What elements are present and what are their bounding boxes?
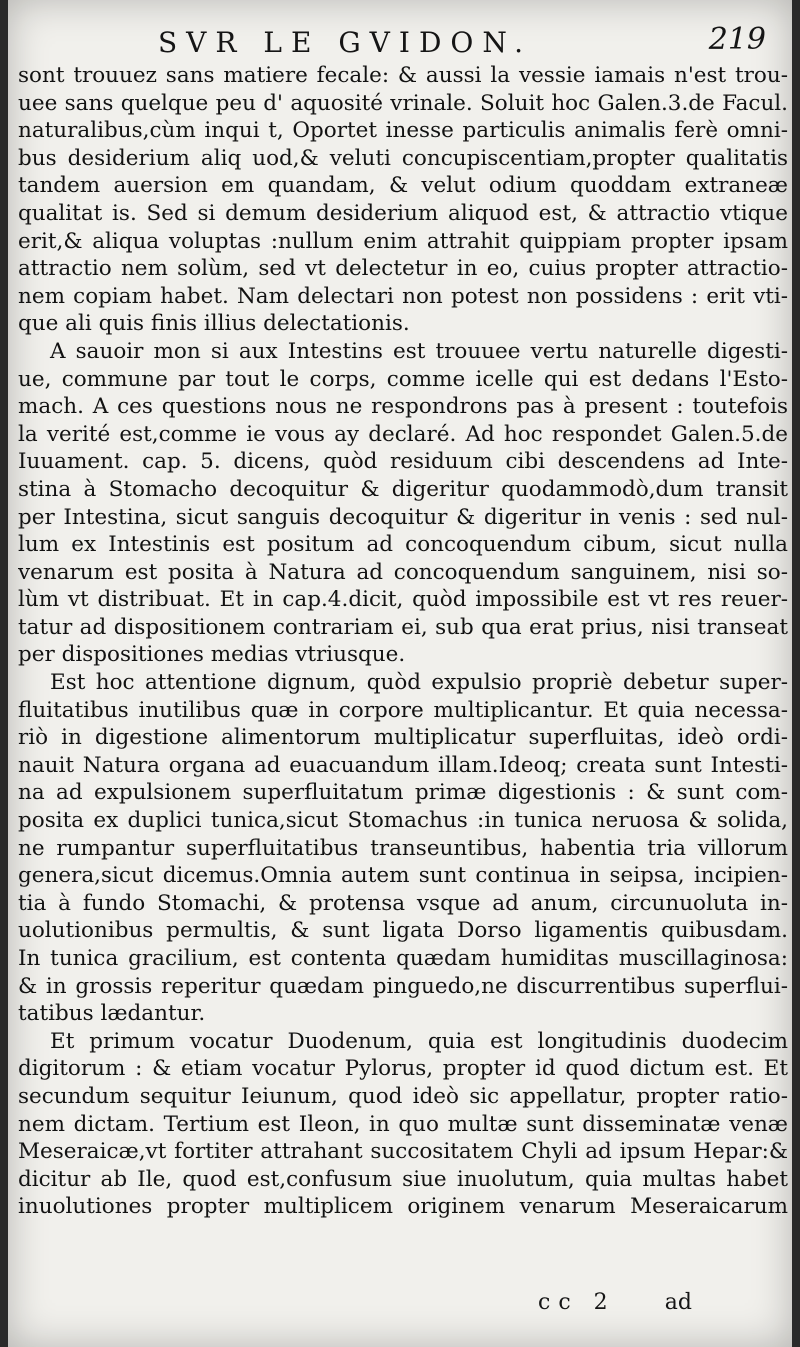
signature-mark: cc 2 [538,1290,616,1315]
text-line: & in grossis reperitur quædam pinguedo,ne discurrentibus superflui- [18,973,788,999]
text-line: nauit Natura organa ad euacuandum illam.Ideoq; creata sunt Intesti- [18,752,788,778]
page-number: 219 [708,22,766,57]
text-line: secundum sequitur Ieiunum, quod ideò sic appellatur, propter ratio- [18,1083,788,1109]
text-line: sont trouuez sans matiere fecale: & aussi la vessie iamais n'est trou- [18,63,788,88]
text-line: nem dictam. Tertium est Ileon, in quo multæ sunt disseminatæ venæ [18,1111,788,1137]
text-line: tatibus lædantur. [18,1001,206,1027]
text-line: na ad expulsionem superfluitatum primæ digestionis : & sunt com- [18,780,788,806]
text-line: dicitur ab Ile, quod est,confusum siue inuolutum, quia multas habet [18,1166,788,1192]
text-line: riò in digestione alimentorum multiplicatur superfluitas, ideò ordi- [18,725,788,751]
text-line: ne rumpantur superfluitatibus transeuntibus, habentia tria villorum [18,835,788,861]
text-line: In tunica gracilium, est contenta quædam humiditas muscillaginosa: [18,946,788,971]
catchword: ad [664,1290,692,1315]
text-line: uee sans quelque peu d' aquosité vrinale. Soluit hoc Galen.3.de Facul. [18,90,788,116]
page-header [8,22,792,62]
text-line: digitorum : & etiam vocatur Pylorus, propter id quod dictum est. Et [18,1056,788,1082]
text-block [18,62,788,1221]
text-line: uolutionibus permultis, & sunt ligata Dorso ligamentis quibusdam. [18,918,788,944]
text-line: tandem auersion em quandam, & velut odium quoddam extraneæ [18,173,788,199]
text-line: la verité est,comme ie vous ay declaré. Ad hoc respondet Galen.5.de [18,421,788,447]
text-line: Est hoc attentione dignum, quòd expulsio propriè debetur super- [50,670,788,696]
text-line: Et primum vocatur Duodenum, quia est longitudinis duodecim [50,1028,788,1054]
text-line: tatur ad dispositionem contrariam ei, sub qua erat prius, nisi transeat [18,614,788,640]
text-line: erit,& aliqua voluptas :nullum enim attrahit quippiam propter ipsam [18,228,788,254]
running-head: SVR LE GVIDON. [158,26,532,59]
text-line: ue, commune par tout le corps, comme icelle qui est dedans l'Esto- [18,366,788,392]
text-line: nem copiam habet. Nam delectari non potest non possidens : erit vti- [18,283,788,309]
text-line: mach. A ces questions nous ne respondrons pas à present : toutefois [18,394,788,420]
text-line: fluitatibus inutilibus quæ in corpore multiplicantur. Et quia necessa- [18,697,788,723]
text-line: inuolutiones propter multiplicem originem venarum Meseraicarum [18,1194,788,1220]
text-line: attractio nem solùm, sed vt delectetur in eo, cuius propter attractio- [18,256,788,282]
text-line: Iuuament. cap. 5. dicens, quòd residuum cibi descendens ad Inte- [18,449,788,475]
text-line: venarum est posita à Natura ad concoquendum sanguinem, nisi so- [18,559,788,585]
text-line: Meseraicæ,vt fortiter attrahant succositatem Chyli ad ipsum Hepar:& [18,1139,788,1165]
text-line: naturalibus,cùm inqui t, Oportet inesse particulis animalis ferè omni- [18,118,788,144]
text-line: per Intestina, sicut sanguis decoquitur & digeritur in venis : sed nul- [18,504,788,530]
text-line: posita ex duplici tunica,sicut Stomachus :in tunica neruosa & solida, [18,808,788,834]
text-line: tia à fundo Stomachi, & protensa vsque ad anum, circunuoluta in- [18,890,788,916]
text-line: stina à Stomacho decoquitur & digeritur quodammodò,dum transit [18,476,788,502]
text-line: bus desiderium aliq uod,& veluti concupiscentiam,propter qualitatis [18,145,788,171]
text-line: qualitat is. Sed si demum desiderium aliquod est, & attractio vtique [18,200,788,226]
page-footer [8,1290,792,1324]
text-line: A sauoir mon si aux Intestins est trouuee vertu naturelle digesti- [50,338,788,364]
text-line: genera,sicut dicemus.Omnia autem sunt continua in seipsa, incipien- [18,863,788,889]
text-line: lum ex Intestinis est positum ad concoquendum cibum, sicut nulla [18,532,788,558]
text-line: per dispositiones medias vtriusque. [18,642,406,668]
book-page [8,0,792,1347]
text-line: que ali quis finis illius delectationis. [18,311,410,337]
text-line: lùm vt distribuat. Et in cap.4.dicit, quòd impossibile est vt res reuer- [18,587,788,613]
